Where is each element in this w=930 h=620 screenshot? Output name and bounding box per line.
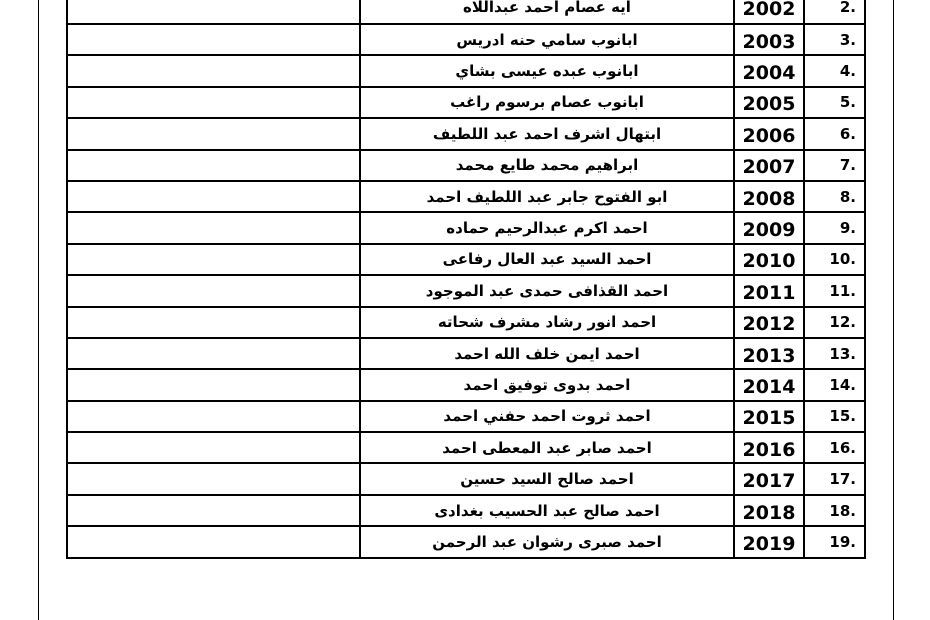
student-name-cell: احمد صابر عبد المعطى احمد — [360, 432, 734, 463]
extra-cell — [67, 118, 360, 149]
student-name-cell: ايه عصام احمد عبداللاه — [360, 0, 734, 24]
row-number-cell: .10 — [804, 244, 865, 275]
student-name-cell: احمد انور رشاد مشرف شحاته — [360, 307, 734, 338]
row-number-cell: .6 — [804, 118, 865, 149]
extra-cell — [67, 0, 360, 24]
row-number-cell: .13 — [804, 338, 865, 369]
extra-cell — [67, 55, 360, 86]
student-code-cell: 2014 — [734, 369, 804, 400]
student-code-cell: 2011 — [734, 275, 804, 306]
student-name-cell: احمد السيد عبد العال رفاعى — [360, 244, 734, 275]
row-number-cell: .9 — [804, 212, 865, 243]
row-number-cell: .14 — [804, 369, 865, 400]
extra-cell — [67, 24, 360, 55]
student-name-cell: ابتهال اشرف احمد عبد اللطيف — [360, 118, 734, 149]
extra-cell — [67, 181, 360, 212]
extra-cell — [67, 87, 360, 118]
student-code-cell: 2003 — [734, 24, 804, 55]
table-row — [67, 24, 865, 55]
student-name-cell: ابراهيم محمد طايع محمد — [360, 150, 734, 181]
extra-cell — [67, 495, 360, 526]
student-name-cell: ابو الفتوح جابر عبد اللطيف احمد — [360, 181, 734, 212]
student-code-cell: 2010 — [734, 244, 804, 275]
student-name-cell: ابانوب سامي حنه ادريس — [360, 24, 734, 55]
table-row — [67, 150, 865, 181]
student-code-cell: 2006 — [734, 118, 804, 149]
row-number-cell: .16 — [804, 432, 865, 463]
student-code-cell: 2005 — [734, 87, 804, 118]
student-code-cell: 2018 — [734, 495, 804, 526]
row-number-cell: .11 — [804, 275, 865, 306]
student-name-cell: ابانوب عبده عيسى بشاي — [360, 55, 734, 86]
row-number-cell: .8 — [804, 181, 865, 212]
extra-cell — [67, 212, 360, 243]
table-row — [67, 495, 865, 526]
student-code-cell: 2004 — [734, 55, 804, 86]
student-name-cell: ابانوب عصام برسوم راغب — [360, 87, 734, 118]
row-number-cell: .17 — [804, 463, 865, 494]
student-code-cell: 2009 — [734, 212, 804, 243]
row-number-cell: .5 — [804, 87, 865, 118]
student-name-cell: احمد القذافى حمدى عبد الموجود — [360, 275, 734, 306]
table-row — [67, 526, 865, 557]
extra-cell — [67, 244, 360, 275]
extra-cell — [67, 307, 360, 338]
table-row — [67, 369, 865, 400]
row-number-cell: .12 — [804, 307, 865, 338]
extra-cell — [67, 338, 360, 369]
extra-cell — [67, 275, 360, 306]
row-number-cell: .7 — [804, 150, 865, 181]
row-number-cell: .19 — [804, 526, 865, 557]
student-name-cell: احمد صالح السيد حسين — [360, 463, 734, 494]
student-name-cell: احمد بدوى توفيق احمد — [360, 369, 734, 400]
student-code-cell: 2017 — [734, 463, 804, 494]
table-row — [67, 338, 865, 369]
student-code-cell: 2013 — [734, 338, 804, 369]
extra-cell — [67, 526, 360, 557]
table-row — [67, 118, 865, 149]
student-roster-table — [66, 0, 866, 559]
roster-body — [67, 0, 865, 558]
extra-cell — [67, 432, 360, 463]
table-row — [67, 212, 865, 243]
row-number-cell: .15 — [804, 401, 865, 432]
student-code-cell: 2007 — [734, 150, 804, 181]
row-number-cell: .3 — [804, 24, 865, 55]
table-row — [67, 0, 865, 24]
row-number-cell: .4 — [804, 55, 865, 86]
student-name-cell: احمد ايمن خلف الله احمد — [360, 338, 734, 369]
student-name-cell: احمد صالح عبد الحسيب بغدادى — [360, 495, 734, 526]
table-row — [67, 87, 865, 118]
table-row — [67, 275, 865, 306]
table-row — [67, 55, 865, 86]
row-number-cell: .2 — [804, 0, 865, 24]
extra-cell — [67, 150, 360, 181]
student-name-cell: احمد ثروت احمد حفني احمد — [360, 401, 734, 432]
table-row — [67, 401, 865, 432]
extra-cell — [67, 369, 360, 400]
row-number-cell: .18 — [804, 495, 865, 526]
table-row — [67, 181, 865, 212]
student-code-cell: 2019 — [734, 526, 804, 557]
table-row — [67, 307, 865, 338]
student-code-cell: 2002 — [734, 0, 804, 24]
student-code-cell: 2012 — [734, 307, 804, 338]
extra-cell — [67, 401, 360, 432]
table-row — [67, 432, 865, 463]
student-name-cell: احمد اكرم عبدالرحيم حماده — [360, 212, 734, 243]
extra-cell — [67, 463, 360, 494]
table-row — [67, 463, 865, 494]
student-code-cell: 2015 — [734, 401, 804, 432]
student-code-cell: 2016 — [734, 432, 804, 463]
student-name-cell: احمد صبرى رشوان عبد الرحمن — [360, 526, 734, 557]
student-code-cell: 2008 — [734, 181, 804, 212]
table-row — [67, 244, 865, 275]
